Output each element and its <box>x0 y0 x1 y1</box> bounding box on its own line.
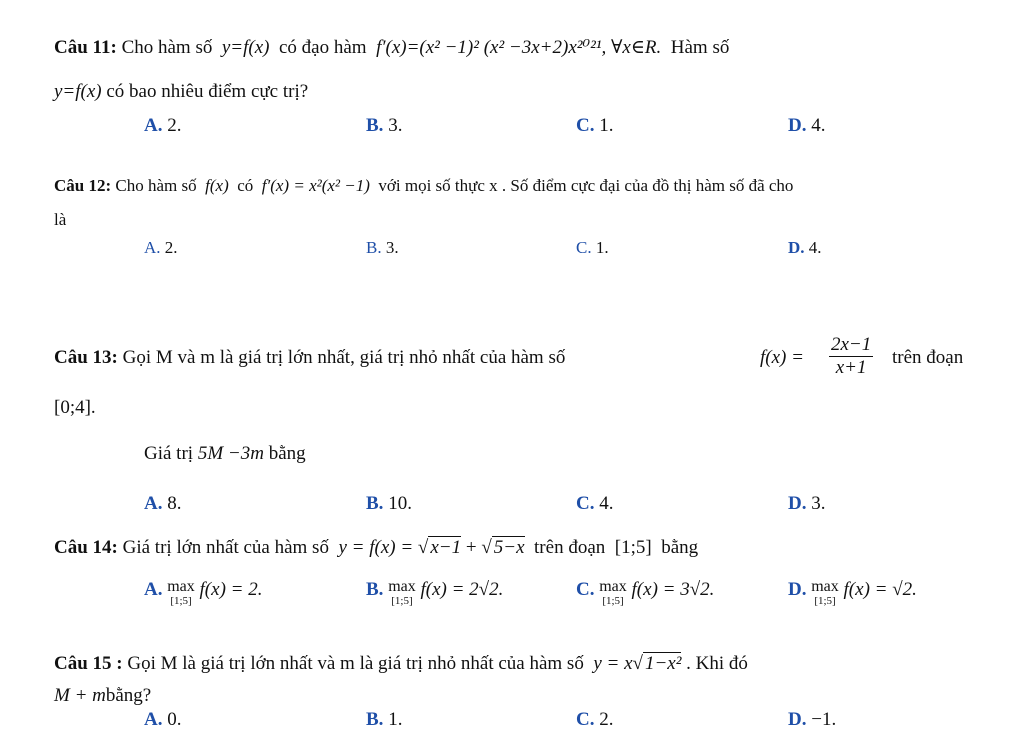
q13-stem-line3 <box>144 442 306 466</box>
q14-stem-line1 <box>54 536 698 560</box>
q11-option-d[interactable]: D. 4. <box>788 115 826 136</box>
q14-plus: + <box>465 537 477 558</box>
q13-text2: trên đoạn <box>892 347 964 368</box>
q14-text3: bằng <box>661 537 699 558</box>
q13-math-lhs: f(x) = <box>760 347 804 368</box>
q13-label: Câu 13: <box>54 347 118 368</box>
q13-frac-num: 2x−1 <box>831 334 872 355</box>
q12-option-b[interactable]: B. 3. <box>366 238 399 257</box>
q11-line2-text: có bao nhiêu điểm cực trị? <box>106 81 309 102</box>
q12-option-d[interactable]: D. 4. <box>788 238 822 257</box>
q15-option-a[interactable]: A. 0. <box>144 709 182 730</box>
q11-text3: Hàm số <box>670 37 730 58</box>
q13-line3-math: 5M −3m <box>197 443 264 464</box>
q12-math1: f(x) <box>205 176 229 195</box>
q11-text2: có đạo hàm <box>278 37 367 58</box>
q14-sqrt1: x−1 <box>430 537 462 558</box>
q13-fraction <box>826 334 876 379</box>
q12-text3: với mọi số thực x . Số điểm cực đại của đồ thị hàm số đã cho <box>378 176 794 195</box>
q15-stem-line2 <box>54 684 151 708</box>
q11-line2-math: y=f(x) <box>54 81 102 102</box>
q11-option-b[interactable]: B. 3. <box>366 115 403 136</box>
q13-line3-text: Giá trị <box>144 443 194 464</box>
q13-frac-den: x+1 <box>835 357 867 378</box>
q11-label: Câu 11: <box>54 37 117 58</box>
q15-label: Câu 15 : <box>54 653 123 674</box>
q12-stem-line1 <box>54 174 793 198</box>
q13-text2-wrap <box>892 346 963 370</box>
q13-stem-line1 <box>54 346 565 370</box>
q12-option-a[interactable]: A. 2. <box>144 238 178 257</box>
q13-option-a[interactable]: A. 8. <box>144 493 182 514</box>
q12-text1: Cho hàm số <box>115 176 197 195</box>
q13-option-d[interactable]: D. 3. <box>788 493 826 514</box>
q15-line2-text: bằng? <box>105 685 152 706</box>
q15-text2: . Khi đó <box>686 653 748 674</box>
q15-sqrt1: 1−x² <box>644 653 682 674</box>
q13-line3-text2: bằng <box>268 443 306 464</box>
q14-option-c[interactable]: C. max [1;5] f(x) = 3√2. <box>576 578 715 607</box>
q14-math2: [1;5] <box>614 537 652 558</box>
q14-text2: trên đoạn <box>534 537 606 558</box>
q12-label: Câu 12: <box>54 176 112 195</box>
q15-sqrt-sign: √ <box>632 653 643 674</box>
q14-option-a[interactable]: A. max [1;5] f(x) = 2. <box>144 578 263 607</box>
q12-text2: có <box>237 176 254 195</box>
q15-option-b[interactable]: B. 1. <box>366 709 403 730</box>
q11-math1: y=f(x) <box>221 37 270 58</box>
q13-text1: Gọi M và m là giá trị lớn nhất, giá trị nhỏ nhất của hàm số <box>122 347 566 368</box>
q14-option-d[interactable]: D. max [1;5] f(x) = √2. <box>788 578 917 607</box>
q11-math2: f′(x)=(x² −1)² (x² −3x+2)x²⁰²¹, ∀x∈R. <box>376 37 662 58</box>
q11-option-a[interactable]: A. 2. <box>144 115 182 136</box>
q15-line2-math: M + m <box>54 685 106 706</box>
q15-math1: y = x <box>593 653 633 674</box>
q12-math2: f′(x) = x²(x² −1) <box>261 176 370 195</box>
q13-function <box>760 346 804 370</box>
q13-stem-line2 <box>54 396 96 420</box>
q13-line2-math: [0;4]. <box>54 397 96 418</box>
q15-option-c[interactable]: C. 2. <box>576 709 614 730</box>
q12-option-c[interactable]: C. 1. <box>576 238 609 257</box>
q13-option-b[interactable]: B. 10. <box>366 493 412 514</box>
q15-stem-line1 <box>54 652 748 676</box>
q14-sqrt-sign-2: √ <box>481 537 492 558</box>
q11-option-c[interactable]: C. 1. <box>576 115 614 136</box>
q15-option-d[interactable]: D. −1. <box>788 709 837 730</box>
q12-stem-line2 <box>54 208 66 232</box>
q14-math1: y = f(x) = <box>338 537 414 558</box>
q12-line2-text: là <box>54 210 67 229</box>
q14-label: Câu 14: <box>54 537 118 558</box>
q11-text1: Cho hàm số <box>121 37 213 58</box>
q14-sqrt2: 5−x <box>493 537 525 558</box>
q11-stem-line2 <box>54 80 308 104</box>
q14-text1: Giá trị lớn nhất của hàm số <box>122 537 329 558</box>
q11-stem-line1 <box>54 36 729 60</box>
q14-sqrt-sign-1: √ <box>417 537 429 558</box>
q15-text1: Gọi M là giá trị lớn nhất và m là giá trị nhỏ nhất của hàm số <box>127 653 584 674</box>
q13-option-c[interactable]: C. 4. <box>576 493 614 514</box>
q14-option-b[interactable]: B. max [1;5] f(x) = 2√2. <box>366 578 504 607</box>
